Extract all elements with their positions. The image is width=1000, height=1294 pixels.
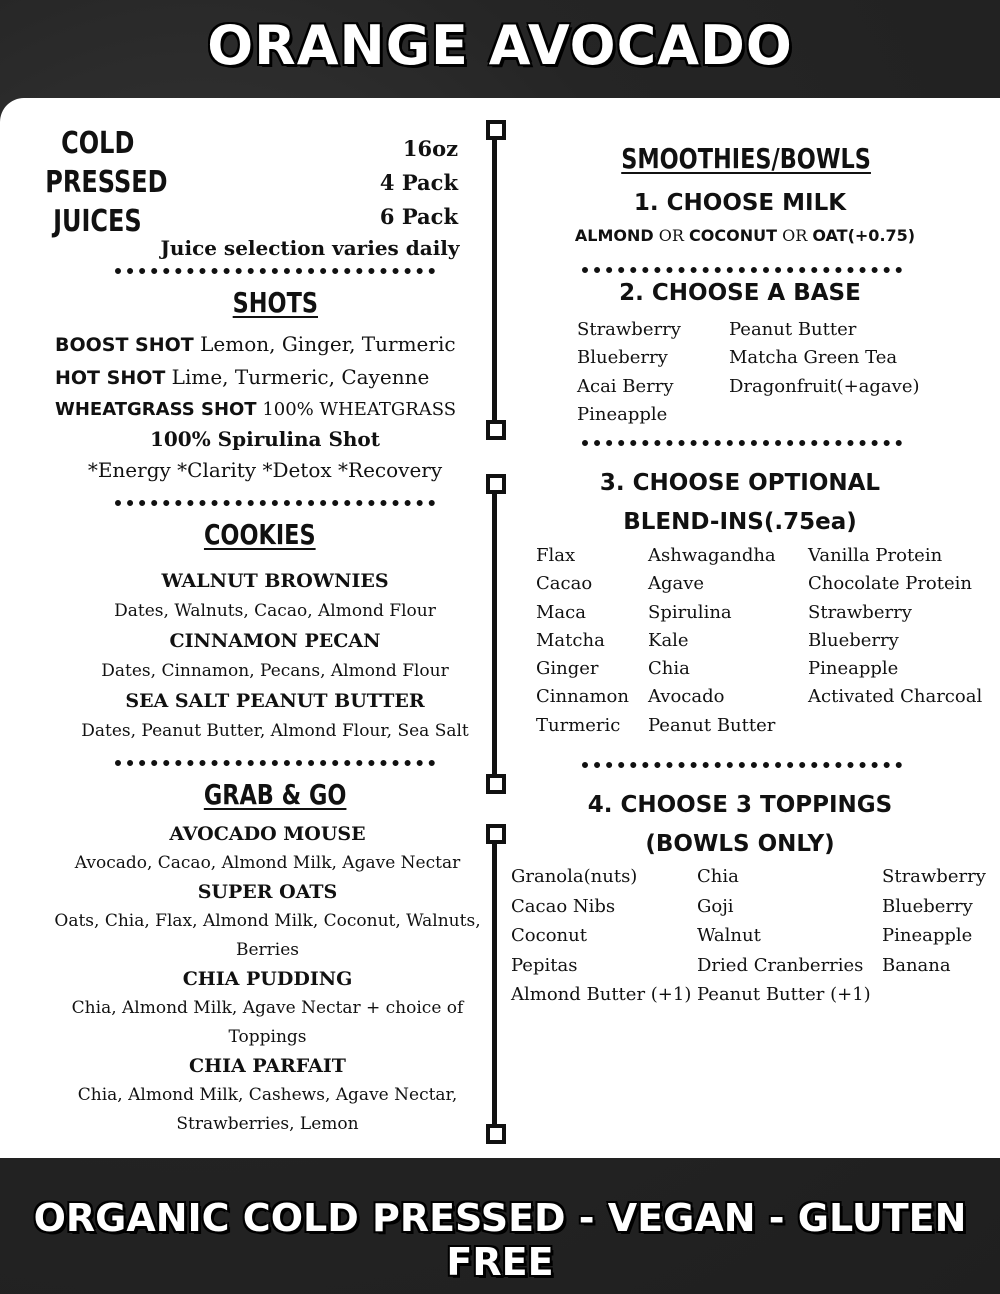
milk-option: COCONUT (689, 226, 778, 245)
cookies-list (50, 566, 500, 746)
separator-line (492, 128, 497, 428)
shot-name: WHEATGRASS SHOT (55, 399, 257, 420)
grab-heading: GRAB & GO (203, 778, 347, 811)
blend-option: Maca (536, 601, 586, 623)
base-option: Matcha Green Tea (729, 347, 898, 369)
separator-square (486, 474, 506, 494)
footer-tagline: ORGANIC COLD PRESSED - VEGAN - GLUTEN FREE (33, 1196, 967, 1284)
blend-col-3 (808, 542, 982, 712)
base-col-1 (577, 316, 681, 429)
base-option: Acai Berry (577, 375, 674, 397)
blend-col-2 (648, 542, 776, 740)
shot-name: BOOST SHOT (55, 334, 194, 356)
topping-option: Banana (882, 954, 951, 976)
base-option: Pineapple (577, 403, 668, 425)
menu-panel (0, 98, 1000, 1158)
shot-desc: Lime, Turmeric, Cayenne (165, 365, 430, 389)
juice-note: Juice selection varies daily (160, 236, 460, 260)
smoothies-heading: SMOOTHIES/BOWLS (621, 142, 871, 175)
topping-option: Dried Cranberries (697, 954, 864, 976)
separator-square (486, 120, 506, 140)
grab-name: CHIA PUDDING (182, 968, 353, 990)
step3-title (520, 464, 960, 542)
divider (115, 500, 435, 506)
topping-option: Cacao Nibs (511, 895, 616, 917)
step4-title-line: (BOWLS ONLY) (645, 831, 835, 857)
separator-line (492, 484, 497, 784)
blend-option: Vanilla Protein (808, 545, 943, 566)
topping-option: Almond Butter (+1) (511, 984, 692, 1005)
milk-option: ALMOND (574, 226, 654, 245)
base-option: Dragonfruit(+agave) (729, 375, 920, 397)
blend-option: Blueberry (808, 629, 899, 651)
blend-option: Flax (536, 545, 576, 566)
blend-option: Cinnamon (536, 686, 629, 708)
shot-item (55, 361, 485, 394)
blend-option: Chocolate Protein (808, 573, 973, 595)
juice-size: 4 Pack (379, 170, 458, 195)
separator-square (486, 420, 506, 440)
grab-desc: Chia, Almond Milk, Cashews, Agave Nectar, Strawberries, Lemon (77, 1085, 458, 1134)
topping-col-2 (697, 862, 871, 1010)
juices-title-line: JUICES (53, 204, 142, 239)
step4-title (520, 786, 960, 864)
shot-item (55, 394, 485, 426)
shot-benefits: *Energy *Clarity *Detox *Recovery (87, 458, 443, 482)
divider (582, 267, 902, 273)
base-option: Strawberry (577, 319, 681, 340)
juices-title-line: COLD (60, 126, 135, 161)
page-title: ORANGE AVOCADO (207, 14, 793, 77)
base-option: Peanut Butter (729, 319, 857, 340)
separator-line (492, 834, 497, 1134)
juices-title (30, 124, 168, 241)
blend-option: Avocado (648, 686, 725, 708)
blend-option: Spirulina (648, 601, 732, 623)
grab-name: CHIA PARFAIT (189, 1055, 346, 1077)
step2-title: 2. CHOOSE A BASE (619, 280, 861, 306)
shots-list (55, 328, 485, 426)
grab-desc: Avocado, Cacao, Almond Milk, Agave Nectar (74, 853, 461, 873)
cookie-name: WALNUT BROWNIES (161, 570, 389, 592)
blend-option: Strawberry (808, 601, 912, 623)
grab-list (50, 820, 485, 1139)
blend-col-1 (536, 542, 629, 740)
topping-option: Chia (697, 866, 739, 887)
blend-option: Matcha (536, 629, 605, 651)
topping-option: Pineapple (882, 925, 973, 946)
milk-option: OAT(+0.75) (812, 226, 916, 245)
topping-option: Pepitas (511, 954, 578, 976)
blend-option: Ginger (536, 658, 599, 680)
grab-name: SUPER OATS (197, 881, 338, 903)
grab-desc: Oats, Chia, Flax, Almond Milk, Coconut, Walnuts, Berries (54, 911, 481, 960)
separator-square (486, 824, 506, 844)
shot-name: HOT SHOT (55, 367, 166, 389)
cookie-desc: Dates, Peanut Butter, Almond Flour, Sea Salt (81, 721, 469, 741)
topping-option: Walnut (697, 925, 761, 946)
topping-option: Strawberry (882, 866, 986, 887)
blend-option: Ashwagandha (648, 545, 776, 566)
milk-or: OR (653, 226, 690, 245)
cookie-name: CINNAMON PECAN (169, 630, 381, 652)
milk-or: OR (777, 226, 813, 245)
base-col-2 (729, 316, 920, 401)
milk-options (545, 226, 945, 245)
step1-title: 1. CHOOSE MILK (633, 190, 847, 216)
grab-name: AVOCADO MOUSE (169, 823, 366, 845)
topping-option: Coconut (511, 925, 587, 946)
topping-option: Blueberry (882, 895, 973, 917)
shot-desc: 100% WHEATGRASS (256, 399, 457, 420)
topping-option: Peanut Butter (+1) (697, 984, 871, 1005)
topping-option: Goji (697, 895, 734, 917)
shot-desc: Lemon, Ginger, Turmeric (193, 332, 456, 356)
blend-option: Turmeric (536, 714, 621, 736)
juices-title-line: PRESSED (45, 165, 168, 200)
blend-option: Cacao (536, 573, 593, 595)
topping-col-1 (511, 862, 691, 1010)
blend-option: Chia (648, 658, 690, 680)
topping-option: Granola(nuts) (511, 866, 638, 887)
spirulina-shot: 100% Spirulina Shot (149, 427, 381, 451)
cookie-name: SEA SALT PEANUT BUTTER (125, 690, 425, 712)
cookie-desc: Dates, Walnuts, Cacao, Almond Flour (114, 601, 436, 621)
blend-option: Pineapple (808, 658, 899, 680)
step3-title-line: BLEND-INS(.75ea) (623, 509, 857, 535)
juice-sizes (330, 132, 458, 234)
juice-size: 6 Pack (379, 204, 458, 229)
blend-option: Activated Charcoal (808, 686, 983, 708)
separator-square (486, 1124, 506, 1144)
shot-item (55, 328, 485, 361)
step4-title-line: 4. CHOOSE 3 TOPPINGS (587, 792, 893, 818)
separator-square (486, 774, 506, 794)
divider (582, 762, 902, 768)
base-option: Blueberry (577, 347, 668, 369)
cookie-desc: Dates, Cinnamon, Pecans, Almond Flour (101, 661, 449, 681)
divider (582, 440, 902, 446)
step3-title-line: 3. CHOOSE OPTIONAL (599, 470, 881, 496)
juice-size: 16oz (402, 136, 458, 161)
shots-heading: SHOTS (232, 286, 318, 319)
blend-option: Kale (648, 629, 689, 651)
cookies-heading: COOKIES (204, 518, 316, 551)
blend-option: Peanut Butter (648, 714, 776, 736)
topping-col-3 (882, 862, 986, 980)
divider (115, 760, 435, 766)
grab-desc: Chia, Almond Milk, Agave Nectar + choice of Toppings (71, 998, 464, 1047)
blend-option: Agave (648, 573, 705, 595)
divider (115, 268, 435, 274)
